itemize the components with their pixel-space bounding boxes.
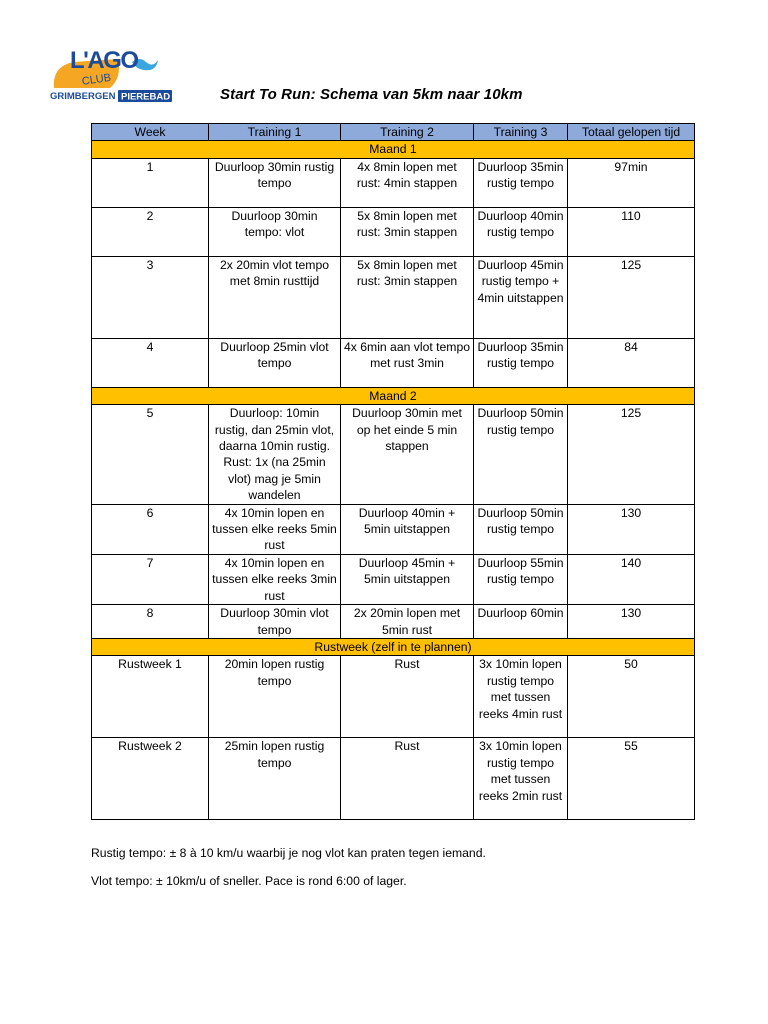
training-1-cell: 4x 10min lopen en tussen elke reeks 3min rust bbox=[209, 554, 341, 604]
training-1-cell: Duurloop 30min rustig tempo bbox=[209, 158, 341, 207]
training-3-cell: Duurloop 60min bbox=[474, 605, 568, 639]
training-1-cell: Duurloop 30min vlot tempo bbox=[209, 605, 341, 639]
training-3-cell: Duurloop 35min rustig tempo bbox=[474, 158, 568, 207]
total-time-cell: 110 bbox=[568, 207, 695, 256]
training-2-cell: 5x 8min lopen met rust: 3min stappen bbox=[341, 256, 474, 338]
total-time-cell: 84 bbox=[568, 338, 695, 387]
total-time-cell: 125 bbox=[568, 405, 695, 504]
table-row bbox=[92, 338, 695, 387]
training-1-cell: Duurloop 30min tempo: vlot bbox=[209, 207, 341, 256]
table-row bbox=[92, 605, 695, 639]
svg-text:GRIMBERGEN: GRIMBERGEN bbox=[50, 91, 116, 102]
training-schedule-table bbox=[91, 123, 695, 820]
total-time-cell: 125 bbox=[568, 256, 695, 338]
svg-text:CLUB: CLUB bbox=[81, 71, 112, 88]
note-vlot-tempo: Vlot tempo: ± 10km/u of sneller. Pace is rond 6:00 of lager. bbox=[91, 874, 407, 888]
column-header-training-1: Training 1 bbox=[209, 124, 341, 141]
training-3-cell: 3x 10min lopen rustig tempo met tussen reeks 4min rust bbox=[474, 656, 568, 738]
total-time-cell: 140 bbox=[568, 554, 695, 604]
week-cell: 5 bbox=[92, 405, 209, 504]
total-time-cell: 130 bbox=[568, 504, 695, 554]
training-1-cell: 2x 20min vlot tempo met 8min rusttijd bbox=[209, 256, 341, 338]
week-cell: Rustweek 2 bbox=[92, 738, 209, 820]
training-1-cell: 4x 10min lopen en tussen elke reeks 5min rust bbox=[209, 504, 341, 554]
week-cell: 1 bbox=[92, 158, 209, 207]
group-row-rest-weeks bbox=[92, 638, 695, 655]
column-header-week: Week bbox=[92, 124, 209, 141]
week-cell: 3 bbox=[92, 256, 209, 338]
training-2-cell: 5x 8min lopen met rust: 3min stappen bbox=[341, 207, 474, 256]
training-2-cell: 4x 8min lopen met rust: 4min stappen bbox=[341, 158, 474, 207]
total-time-cell: 50 bbox=[568, 656, 695, 738]
table-row bbox=[92, 656, 695, 738]
training-2-cell: Duurloop 45min + 5min uitstappen bbox=[341, 554, 474, 604]
table-row bbox=[92, 738, 695, 820]
group-label: Rustweek (zelf in te plannen) bbox=[92, 638, 695, 655]
training-2-cell: 2x 20min lopen met 5min rust bbox=[341, 605, 474, 639]
training-1-cell: 20min lopen rustig tempo bbox=[209, 656, 341, 738]
lago-club-logo bbox=[48, 42, 173, 104]
training-3-cell: Duurloop 40min rustig tempo bbox=[474, 207, 568, 256]
table-row bbox=[92, 207, 695, 256]
training-2-cell: 4x 6min aan vlot tempo met rust 3min bbox=[341, 338, 474, 387]
total-time-cell: 97min bbox=[568, 158, 695, 207]
svg-text:L'AGO: L'AGO bbox=[70, 47, 138, 74]
group-label: Maand 2 bbox=[92, 387, 695, 404]
note-rustig-tempo: Rustig tempo: ± 8 à 10 km/u waarbij je nog vlot kan praten tegen iemand. bbox=[91, 846, 486, 860]
training-3-cell: Duurloop 55min rustig tempo bbox=[474, 554, 568, 604]
training-2-cell: Rust bbox=[341, 738, 474, 820]
table-row bbox=[92, 504, 695, 554]
week-cell: 2 bbox=[92, 207, 209, 256]
column-header-training-3: Training 3 bbox=[474, 124, 568, 141]
week-cell: 6 bbox=[92, 504, 209, 554]
table-row bbox=[92, 158, 695, 207]
total-time-cell: 55 bbox=[568, 738, 695, 820]
training-3-cell: Duurloop 35min rustig tempo bbox=[474, 338, 568, 387]
training-1-cell: Duurloop: 10min rustig, dan 25min vlot, daarna 10min rustig. Rust: 1x (na 25min vlot) mag je 5min wandelen bbox=[209, 405, 341, 504]
page-title: Start To Run: Schema van 5km naar 10km bbox=[220, 86, 523, 103]
training-2-cell: Duurloop 30min met op het einde 5 min stappen bbox=[341, 405, 474, 504]
total-time-cell: 130 bbox=[568, 605, 695, 639]
week-cell: 4 bbox=[92, 338, 209, 387]
training-3-cell: Duurloop 45min rustig tempo + 4min uitstappen bbox=[474, 256, 568, 338]
week-cell: Rustweek 1 bbox=[92, 656, 209, 738]
group-row-month-2 bbox=[92, 387, 695, 404]
table-row bbox=[92, 405, 695, 504]
training-2-cell: Rust bbox=[341, 656, 474, 738]
column-header-training-2: Training 2 bbox=[341, 124, 474, 141]
column-header-total-time: Totaal gelopen tijd bbox=[568, 124, 695, 141]
table-row bbox=[92, 256, 695, 338]
table-row bbox=[92, 554, 695, 604]
training-2-cell: Duurloop 40min + 5min uitstappen bbox=[341, 504, 474, 554]
group-label: Maand 1 bbox=[92, 141, 695, 158]
training-3-cell: Duurloop 50min rustig tempo bbox=[474, 405, 568, 504]
training-1-cell: Duurloop 25min vlot tempo bbox=[209, 338, 341, 387]
svg-text:PIEREBAD: PIEREBAD bbox=[121, 91, 171, 103]
training-3-cell: 3x 10min lopen rustig tempo met tussen reeks 2min rust bbox=[474, 738, 568, 820]
group-row-month-1 bbox=[92, 141, 695, 158]
table-header-row bbox=[92, 124, 695, 141]
week-cell: 8 bbox=[92, 605, 209, 639]
week-cell: 7 bbox=[92, 554, 209, 604]
training-3-cell: Duurloop 50min rustig tempo bbox=[474, 504, 568, 554]
training-1-cell: 25min lopen rustig tempo bbox=[209, 738, 341, 820]
